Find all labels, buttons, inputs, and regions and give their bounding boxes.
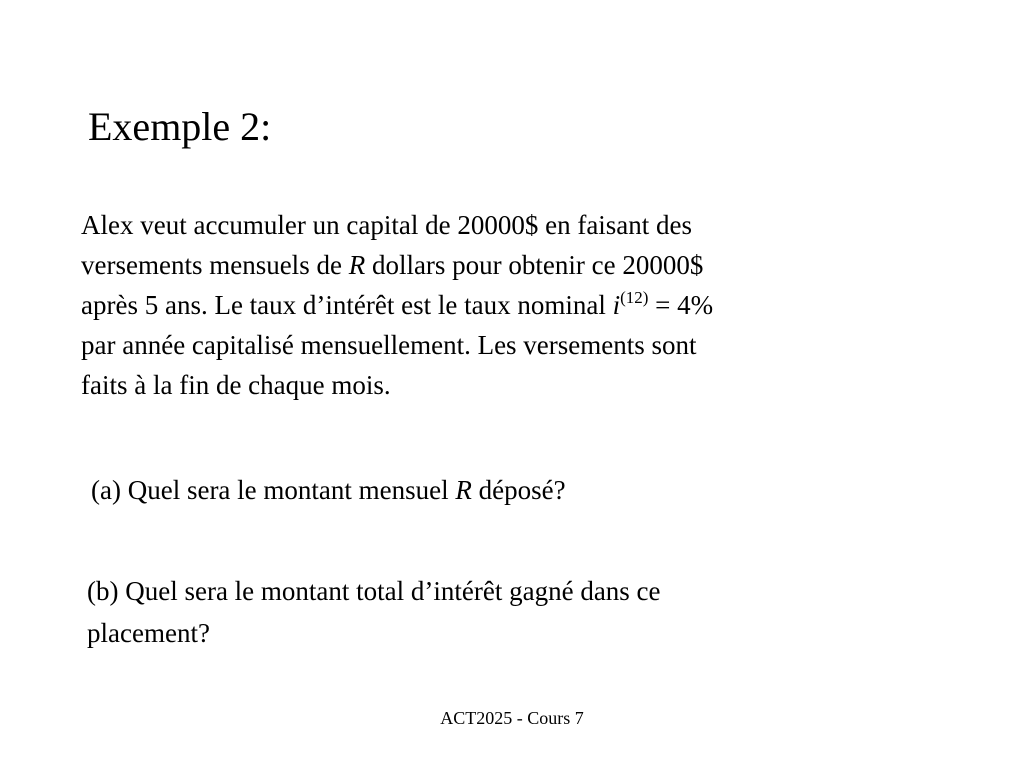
superscript-12: (12) (620, 288, 649, 307)
question-b-line-2: placement? (87, 618, 210, 648)
problem-line-3 (81, 285, 901, 325)
question-a-variable-r: R (455, 475, 472, 505)
problem-line-4: par année capitalisé mensuellement. Les versements sont (81, 330, 697, 360)
footer-text: ACT2025 - Cours 7 (440, 708, 584, 728)
question-a-text-a: (a) Quel sera le montant mensuel (91, 475, 456, 505)
question-a (91, 470, 566, 510)
question-b-line-1: (b) Quel sera le montant total d’intérêt gagné dans ce (87, 576, 661, 606)
problem-line-1: Alex veut accumuler un capital de 20000$ en faisant des (81, 210, 693, 240)
question-b (87, 570, 661, 654)
variable-r: R (348, 250, 366, 280)
question-a-text-b: déposé? (471, 475, 566, 505)
problem-line-5: faits à la fin de chaque mois. (81, 370, 391, 400)
problem-line-3-text-b: = 4% (648, 290, 714, 320)
problem-line-2-text-b: dollars pour obtenir ce 20000$ (365, 250, 704, 280)
problem-line-2-text-a: versements mensuels de (81, 250, 349, 280)
variable-i: i (612, 290, 621, 320)
problem-line-2 (81, 245, 901, 285)
slide-footer (0, 706, 1024, 730)
problem-statement (81, 205, 901, 405)
problem-line-3-text-a: après 5 ans. Le taux d’intérêt est le taux nominal (81, 290, 613, 320)
slide-title: Exemple 2: (88, 104, 272, 149)
